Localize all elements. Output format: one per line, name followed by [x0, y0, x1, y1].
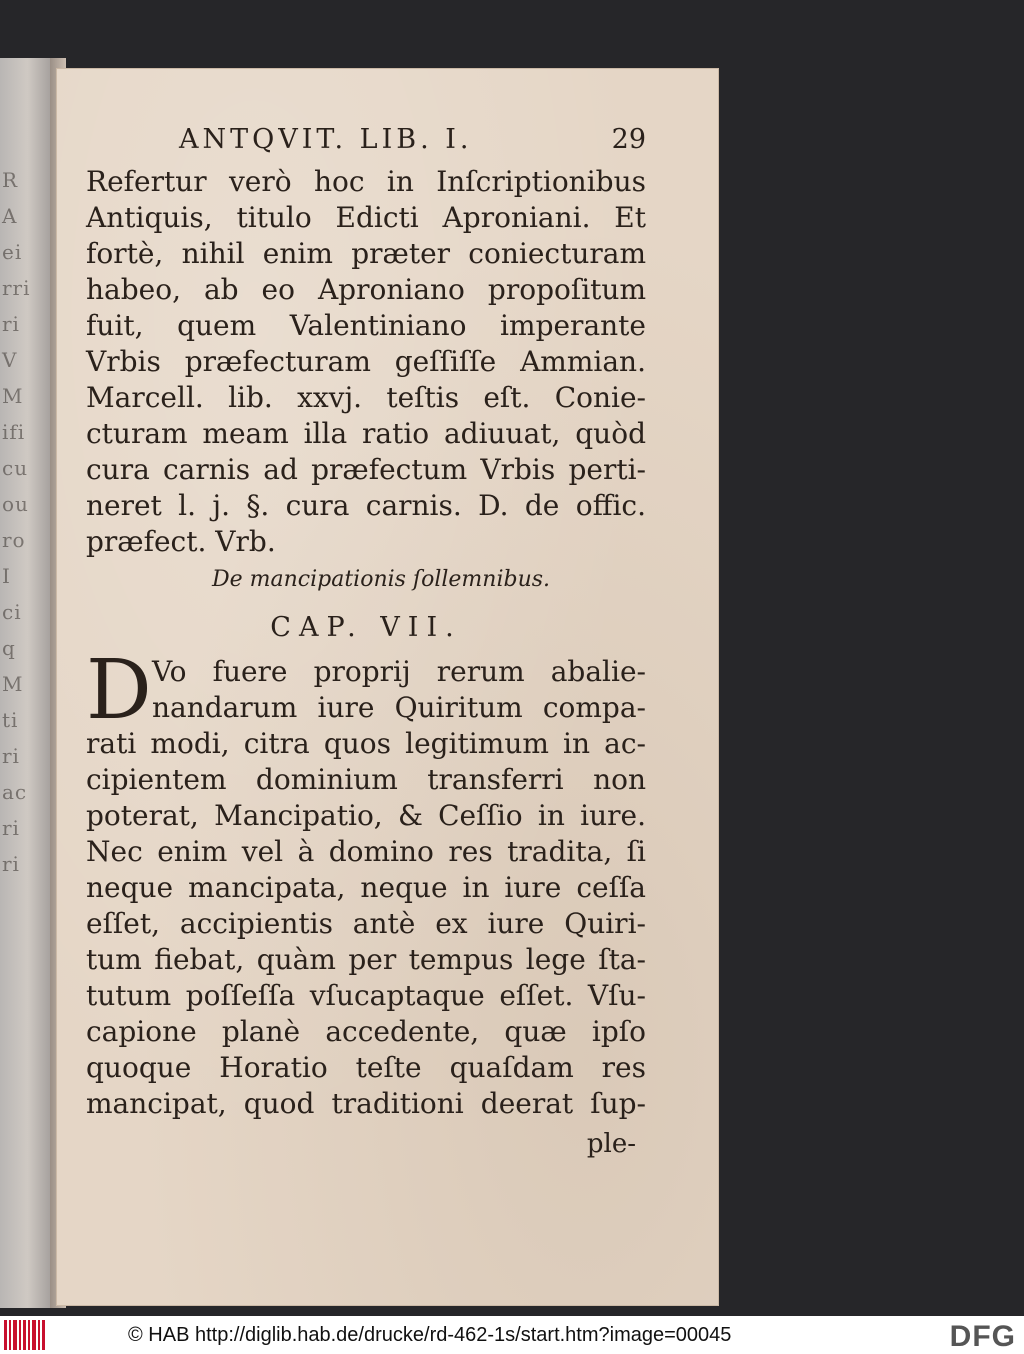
text-line: quoque Horatio teſte quaſdam res	[86, 1051, 646, 1084]
text-line: Vrbis præfecturam geſſiſſe Ammian.	[86, 345, 646, 378]
footer-link[interactable]: © HAB http://diglib.hab.de/drucke/rd-462-1s/start.htm?image=00045	[128, 1323, 732, 1346]
previous-page-fragment: ou	[2, 492, 29, 516]
previous-page-fragment: ri	[2, 312, 20, 336]
section-subtitle: De mancipationis ſollemnibus.	[211, 567, 551, 592]
dfg-logo: DFG	[949, 1320, 1016, 1353]
text-line: neret l. j. §. cura carnis. D. de offic.	[86, 489, 646, 522]
running-head	[86, 124, 646, 164]
previous-page-fragment: q	[2, 636, 16, 660]
previous-page-fragment: ei	[2, 240, 23, 264]
previous-page-fragment: ro	[2, 528, 26, 552]
previous-page-fragment: rri	[2, 276, 31, 300]
text-line: Vo fuere proprij rerum abalie-	[152, 655, 646, 688]
text-line: capione planè accedente, quæ ipſo	[86, 1015, 646, 1048]
text-line: rati modi, citra quos legitimum in ac-	[86, 727, 646, 760]
previous-page-fragment: A	[2, 204, 18, 228]
previous-page-fragment: ri	[2, 816, 20, 840]
catchword: ple-	[586, 1129, 636, 1159]
page-number: 29	[611, 124, 646, 155]
text-line: poterat, Mancipatio, & Ceſſio in iure.	[86, 799, 646, 832]
previous-page-fragment: M	[2, 672, 24, 696]
text-line: tutum poſſeſſa vſucaptaque eſſet. Vſu-	[86, 979, 646, 1012]
previous-page-fragment: cu	[2, 456, 29, 480]
barcode-icon	[4, 1320, 46, 1350]
previous-page-fragment: ri	[2, 744, 20, 768]
text-line: cturam meam illa ratio adiuuat, quòd	[86, 417, 646, 450]
previous-page-fragment: ti	[2, 708, 19, 732]
previous-page-fragment: ifi	[2, 420, 26, 444]
text-line: nandarum iure Quiritum compa-	[152, 691, 646, 724]
text-line: habeo, ab eo Aproniano propoſitum	[86, 273, 646, 306]
footer-bar	[0, 1316, 1024, 1354]
page-text-block	[86, 124, 646, 1162]
previous-page-fragment: I	[2, 564, 11, 588]
previous-page-fragment: ri	[2, 852, 20, 876]
text-line: cipientem dominium transferri non	[86, 763, 646, 796]
text-line: Antiquis, titulo Edicti Aproniani. Et	[86, 201, 646, 234]
chapter-heading: CAP. VII.	[270, 612, 462, 643]
previous-page-fragment: ac	[2, 780, 28, 804]
paragraph-top	[86, 164, 646, 560]
text-line: neque mancipata, neque in iure ceſſa	[86, 871, 646, 904]
text-line: tum fiebat, quàm per tempus lege ſta-	[86, 943, 646, 976]
text-line: Refertur verò hoc in Inſcriptionibus	[86, 165, 646, 198]
paragraph-bottom	[86, 643, 646, 1122]
text-line: Nec enim vel à domino res tradita, ſi	[86, 835, 646, 868]
previous-page-fragment: V	[2, 348, 18, 372]
text-line: Marcell. lib. xxvj. teſtis eſt. Conie-	[86, 381, 646, 414]
previous-page-fragment: R	[2, 168, 19, 192]
previous-page-fragment: M	[2, 384, 24, 408]
text-line: fortè, nihil enim præter coniecturam	[86, 237, 646, 270]
text-line: præfect. Vrb.	[86, 525, 276, 558]
text-line: mancipat, quod traditioni deerat ſup-	[86, 1087, 646, 1120]
text-line: eſſet, accipientis antè ex iure Quiri-	[86, 907, 646, 940]
text-line: cura carnis ad præfectum Vrbis perti-	[86, 453, 646, 486]
drop-cap-letter: D	[86, 643, 152, 738]
running-head-title: ANTQVIT. LIB. I.	[179, 124, 473, 155]
previous-page-edge	[0, 58, 52, 1308]
previous-page-fragment: ci	[2, 600, 22, 624]
book-page	[56, 68, 719, 1306]
text-line: fuit, quem Valentiniano imperante	[86, 309, 646, 342]
